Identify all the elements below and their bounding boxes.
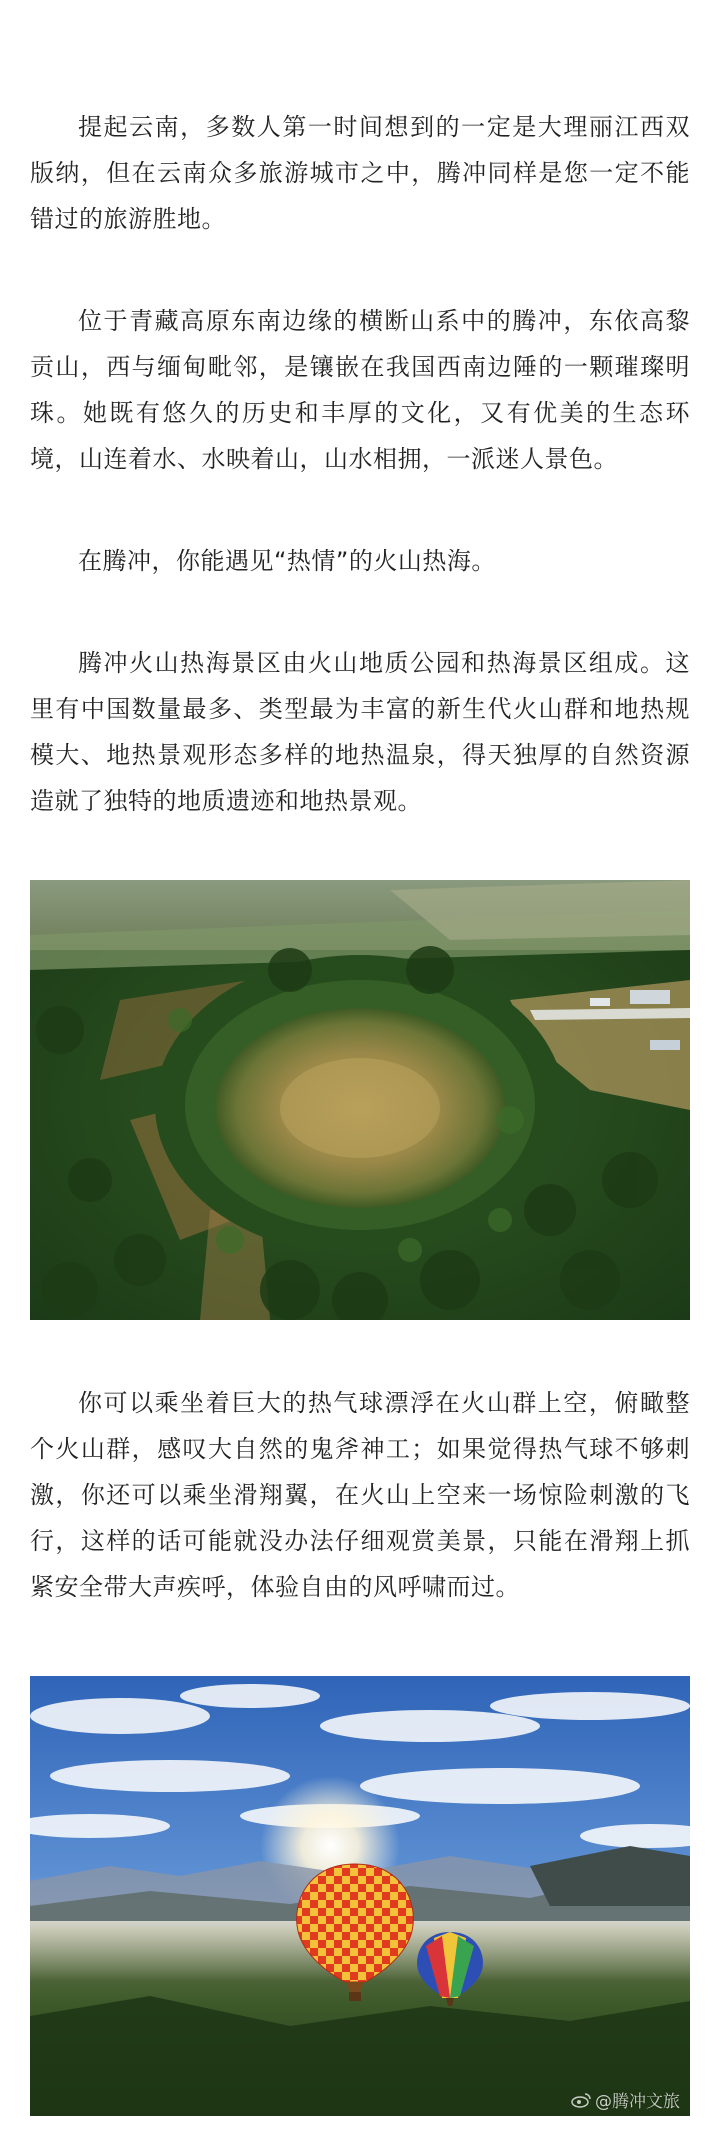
watermark — [571, 2087, 680, 2112]
hot-air-balloon-photo — [30, 1676, 690, 2116]
paragraph-location: 位于青藏高原东南边缘的横断山系中的腾冲，东依高黎贡山，西与缅甸毗邻，是镶嵌在我国西南边陲的一颗璀璨明珠。她既有悠久的历史和丰厚的文化，又有优美的生态环境，山连着水、水映着山，山水相拥，一派迷人景色。 — [30, 307, 690, 473]
crater-aerial-photo — [30, 880, 690, 1320]
hot-air-balloon-image — [30, 1676, 690, 2116]
watermark-text: @腾冲文旅 — [595, 2092, 680, 2112]
paragraph-volcano-park: 腾冲火山热海景区由火山地质公园和热海景区组成。这里有中国数量最多、类型最为丰富的新生代火山群和地热规模大、地热景观形态多样的地热温泉，得天独厚的自然资源造就了独特的地质遗迹和地热景观。 — [30, 649, 690, 815]
paragraph-intro: 提起云南，多数人第一时间想到的一定是大理丽江西双版纳，但在云南众多旅游城市之中，腾冲同样是您一定不能错过的旅游胜地。 — [30, 113, 690, 233]
paragraph-volcano-teaser: 在腾冲，你能遇见“热情”的火山热海。 — [78, 547, 496, 575]
weibo-icon — [571, 2092, 591, 2108]
paragraph-balloon-glider: 你可以乘坐着巨大的热气球漂浮在火山群上空，俯瞰整个火山群，感叹大自然的鬼斧神工；如果觉得热气球不够刺激，你还可以乘坐滑翔翼，在火山上空来一场惊险刺激的飞行，这样的话可能就没办法仔细观赏美景，只能在滑翔上抓紧安全带大声疾呼，体验自由的风呼啸而过。 — [30, 1389, 690, 1601]
crater-aerial-image — [30, 880, 690, 1320]
